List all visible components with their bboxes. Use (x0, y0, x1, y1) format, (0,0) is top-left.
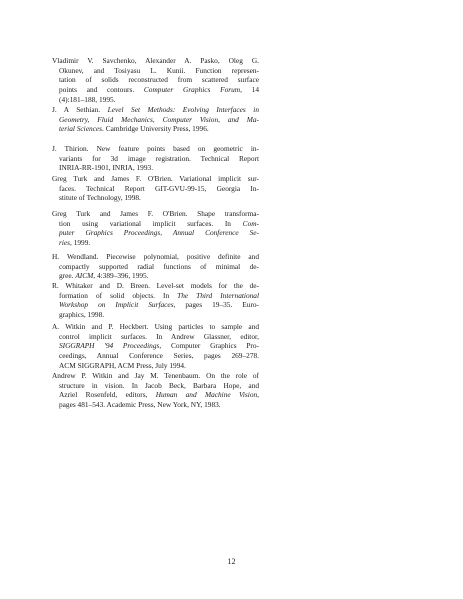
italic-text: ries (59, 238, 71, 248)
reference-line (52, 361, 259, 371)
reference-line (52, 262, 259, 272)
reference-text: Andrew P. Witkin and Jay M. Tenenbaum. On the role of (52, 371, 259, 380)
reference-line (52, 322, 259, 332)
reference-line (52, 66, 259, 76)
reference-text: tation of solids reconstructed from scattered surface (59, 75, 259, 85)
reference-text: Vladimir V. Savchenko, Alexander A. Pasko, Oleg G. (52, 56, 259, 65)
reference-text: INRIA-RR-1901, INRIA, 1993. (59, 163, 154, 173)
reference-entry (52, 174, 259, 203)
reference-line (52, 209, 259, 219)
reference-line (52, 193, 259, 203)
reference-text: Okunev, and Tosiyasu L. Kunii. Function represen- (59, 65, 259, 75)
reference-line (52, 271, 259, 281)
italic-text: The Third International (177, 290, 259, 300)
reference-line (52, 95, 259, 105)
reference-entry (52, 105, 259, 134)
reference-text: Azriel Rosenfeld, editors, (59, 390, 156, 400)
reference-line (52, 144, 259, 154)
reference-text: faces. Technical Report GIT-GVU-99-15, Georgia In- (59, 183, 259, 193)
reference-text: Greg Turk and James F. O'Brien. Shape transforma- (52, 209, 259, 218)
italic-text: terial Sciences (59, 124, 103, 134)
reference-text: gree. (59, 271, 76, 281)
reference-line (52, 174, 259, 184)
reference-text: ACM SIGGRAPH, ACM Press, July 1994. (59, 360, 186, 370)
reference-text: formation of solid objects. In (59, 290, 178, 300)
reference-line (52, 219, 259, 229)
reference-text: tion using variational implicit surfaces. In (59, 218, 243, 228)
reference-text: , (257, 390, 260, 400)
italic-text: Human and Machine Vision (155, 390, 258, 400)
reference-line (52, 184, 259, 194)
reference-line (52, 105, 259, 115)
reference-text: variants for 3d image registration. Technical Report (59, 153, 259, 163)
reference-text: , 14 (240, 85, 260, 95)
reference-line (52, 300, 259, 310)
reference-text: , 4:389–396, 1995. (93, 271, 149, 281)
reference-line (52, 371, 259, 381)
reference-text: points and contours. (59, 85, 144, 95)
reference-line (52, 85, 259, 95)
italic-text: Computer Graphics Forum (143, 85, 241, 95)
reference-line (52, 124, 259, 134)
reference-line (52, 252, 259, 262)
page-number: 12 (227, 557, 236, 566)
reference-text: J. A Sethian. (52, 105, 108, 114)
reference-text: H. Wendland. Piecewise polynomial, positive definite and (52, 252, 259, 261)
reference-line (52, 341, 259, 351)
reference-line (52, 390, 259, 400)
reference-line (52, 115, 259, 125)
reference-text: (4):181–188, 1995. (59, 94, 116, 104)
reference-text: control implicit surfaces. In Andrew Glassner, editor, (59, 331, 259, 341)
reference-line (52, 238, 259, 248)
reference-entry (52, 281, 259, 320)
reference-text: structure in vision. In Jacob Beck, Barbara Hope, and (59, 380, 259, 390)
reference-text: . Cambridge University Press, 1996. (102, 124, 209, 134)
reference-line (52, 56, 259, 66)
italic-text: Com- (242, 218, 259, 228)
reference-line (52, 351, 259, 361)
reference-entry (52, 371, 259, 410)
reference-text: compactly supported radial functions of minimal de- (59, 261, 259, 271)
reference-line (52, 228, 259, 238)
reference-text: stitute of Technology, 1998. (59, 193, 141, 203)
italic-text: Workshop on Implicit Surfaces (59, 300, 174, 310)
reference-line (52, 381, 259, 391)
reference-line (52, 281, 259, 291)
reference-line (52, 75, 259, 85)
reference-line (52, 163, 259, 173)
reference-entry (52, 209, 259, 248)
reference-text: J. Thirion. New feature points based on geometric in- (52, 144, 259, 153)
reference-line (52, 332, 259, 342)
reference-entry (52, 144, 259, 173)
italic-text: puter Graphics Proceedings, Annual Conference Se- (59, 228, 259, 238)
reference-line (52, 400, 259, 410)
reference-entry (52, 322, 259, 371)
reference-text: pages 481–543. Academic Press, New York, NY, 1983. (59, 400, 221, 410)
reference-entry (52, 56, 259, 105)
reference-entry (52, 252, 259, 281)
reference-text: R. Whitaker and D. Breen. Level-set models for the de- (52, 281, 259, 290)
italic-text: Level Set Methods: Evolving Interfaces in (107, 105, 259, 114)
italic-text: Geometry, Fluid Mechanics, Computer Vision, and Ma- (59, 114, 259, 124)
reference-text: A. Witkin and P. Heckbert. Using particles to sample and (52, 322, 259, 331)
reference-text: ceedings, Annual Conference Series, pages 269–278. (59, 351, 259, 361)
reference-text: graphics, 1998. (59, 310, 105, 320)
reference-text: , pages 19–35. Euro- (173, 300, 260, 310)
reference-line (52, 291, 259, 301)
reference-line (52, 154, 259, 164)
reference-text: , Computer Graphics Pro- (159, 341, 259, 351)
reference-line (52, 310, 259, 320)
italic-text: SIGGRAPH '94 Proceedings (59, 341, 160, 351)
italic-text: AICM (75, 271, 94, 281)
reference-text: Greg Turk and James F. O'Brien. Variational implicit sur- (52, 174, 259, 183)
reference-text: , 1999. (70, 238, 91, 248)
